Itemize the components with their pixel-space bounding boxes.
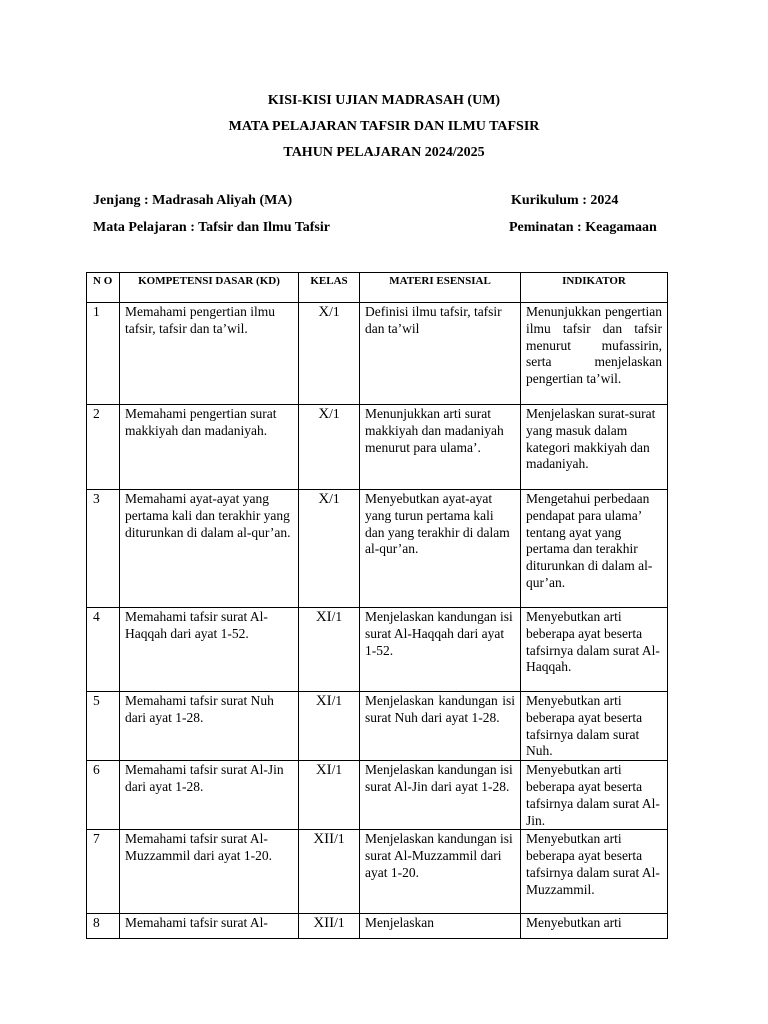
- table-row: [87, 692, 668, 761]
- cell-kelas: [299, 692, 360, 761]
- cell-no: 8: [87, 914, 120, 939]
- cell-kd: Memahami tafsir surat Al-Jin dari ayat 1-28.: [120, 761, 299, 830]
- kelas-grade: XI: [315, 609, 332, 625]
- cell-materi: Menjelaskan kandungan isi surat Al-Haqqah dari ayat 1-52.: [360, 608, 521, 692]
- title-line-2: MATA PELAJARAN TAFSIR DAN ILMU TAFSIR: [228, 119, 540, 134]
- meta-kurikulum: Kurikulum : 2024: [511, 193, 619, 208]
- cell-indikator: Menunjukkan pengertian ilmu tafsir dan tafsir menurut mufassirin, serta menjelaskan pengertian ta’wil.: [521, 303, 668, 405]
- cell-indikator: Menyebutkan arti beberapa ayat beserta tafsirnya dalam surat Al-Jin.: [521, 761, 668, 830]
- cell-materi: Definisi ilmu tafsir, tafsir dan ta’wil: [360, 303, 521, 405]
- cell-kelas: [299, 608, 360, 692]
- cell-kelas: [299, 303, 360, 405]
- kelas-semester: /1: [331, 609, 343, 624]
- header-indikator: INDIKATOR: [521, 273, 668, 303]
- cell-no: 4: [87, 608, 120, 692]
- table-row: [87, 490, 668, 608]
- kelas-grade: X: [318, 304, 330, 320]
- cell-indikator: Menyebutkan arti beberapa ayat beserta tafsirnya dalam surat Al-Muzzammil.: [521, 830, 668, 914]
- cell-no: 3: [87, 490, 120, 608]
- cell-kd: Memahami tafsir surat Al-Haqqah dari ayat 1-52.: [120, 608, 299, 692]
- cell-indikator: Menjelaskan surat-surat yang masuk dalam kategori makkiyah dan madaniyah.: [521, 405, 668, 490]
- cell-kd: Memahami tafsir surat Nuh dari ayat 1-28.: [120, 692, 299, 761]
- header-no: N O: [87, 273, 120, 303]
- table-row: [87, 914, 668, 939]
- kelas-grade: X: [318, 491, 330, 507]
- cell-kd: Memahami pengertian ilmu tafsir, tafsir dan ta’wil.: [120, 303, 299, 405]
- cell-kelas: [299, 914, 360, 939]
- header-kompetensi-dasar: KOMPETENSI DASAR (KD): [120, 273, 299, 303]
- cell-materi: Menjelaskan kandungan isi surat Nuh dari ayat 1-28.: [360, 692, 521, 761]
- kelas-semester: /1: [329, 491, 340, 506]
- meta-mata-pelajaran: Mata Pelajaran : Tafsir dan Ilmu Tafsir: [93, 220, 330, 235]
- kelas-grade: XI: [315, 693, 332, 709]
- cell-no: 2: [87, 405, 120, 490]
- cell-materi: Menjelaskan kandungan isi surat Al-Jin dari ayat 1-28.: [360, 761, 521, 830]
- kelas-semester: /1: [329, 406, 340, 421]
- cell-no: 7: [87, 830, 120, 914]
- table-row: [87, 405, 668, 490]
- cell-no: 6: [87, 761, 120, 830]
- cell-kd: Memahami tafsir surat Al-: [120, 914, 299, 939]
- cell-no: 1: [87, 303, 120, 405]
- table-row: [87, 830, 668, 914]
- header-materi-esensial: MATERI ESENSIAL: [360, 273, 521, 303]
- cell-indikator: Menyebutkan arti: [521, 914, 668, 939]
- cell-kelas: [299, 405, 360, 490]
- cell-no: 5: [87, 692, 120, 761]
- meta-peminatan: Peminatan : Keagamaan: [509, 220, 657, 235]
- kelas-semester: /1: [331, 693, 343, 708]
- table-header-row: [87, 273, 668, 303]
- kelas-semester: /1: [334, 915, 345, 931]
- cell-indikator: Mengetahui perbedaan pendapat para ulama’ tentang ayat yang pertama dan terakhir diturunkan di dalam al-qur’an.: [521, 490, 668, 608]
- meta-jenjang: Jenjang : Madrasah Aliyah (MA): [93, 193, 293, 208]
- cell-kd: Memahami ayat-ayat yang pertama kali dan terakhir yang diturunkan di dalam al-qur’an.: [120, 490, 299, 608]
- document-title-block: [0, 88, 768, 166]
- cell-kd: Memahami tafsir surat Al-Muzzammil dari ayat 1-20.: [120, 830, 299, 914]
- table-row: [87, 761, 668, 830]
- cell-materi: Menyebutkan ayat-ayat yang turun pertama kali dan yang terakhir di dalam al-qur’an.: [360, 490, 521, 608]
- cell-kelas: [299, 830, 360, 914]
- kelas-semester: /1: [331, 762, 343, 778]
- table-row: [87, 303, 668, 405]
- kisi-kisi-table: [86, 272, 668, 939]
- kelas-semester: /1: [334, 831, 345, 847]
- cell-kd: Memahami pengertian surat makkiyah dan madaniyah.: [120, 405, 299, 490]
- cell-indikator: Menyebutkan arti beberapa ayat beserta tafsirnya dalam surat Al-Haqqah.: [521, 608, 668, 692]
- cell-indikator: Menyebutkan arti beberapa ayat beserta tafsirnya dalam surat Nuh.: [521, 692, 668, 761]
- kelas-grade: X: [318, 406, 330, 422]
- header-kelas: KELAS: [299, 273, 360, 303]
- kelas-grade: XII: [313, 915, 335, 932]
- table-row: [87, 608, 668, 692]
- title-line-3: TAHUN PELAJARAN 2024/2025: [283, 145, 485, 160]
- kelas-grade: XII: [313, 831, 335, 848]
- kelas-grade: XI: [315, 762, 332, 779]
- cell-kelas: [299, 761, 360, 830]
- title-line-1: KISI-KISI UJIAN MADRASAH (UM): [267, 93, 501, 108]
- cell-materi: Menjelaskan kandungan isi surat Al-Muzzammil dari ayat 1-20.: [360, 830, 521, 914]
- cell-materi: Menjelaskan: [360, 914, 521, 939]
- kelas-semester: /1: [329, 304, 340, 319]
- cell-kelas: [299, 490, 360, 608]
- cell-materi: Menunjukkan arti surat makkiyah dan madaniyah menurut para ulama’.: [360, 405, 521, 490]
